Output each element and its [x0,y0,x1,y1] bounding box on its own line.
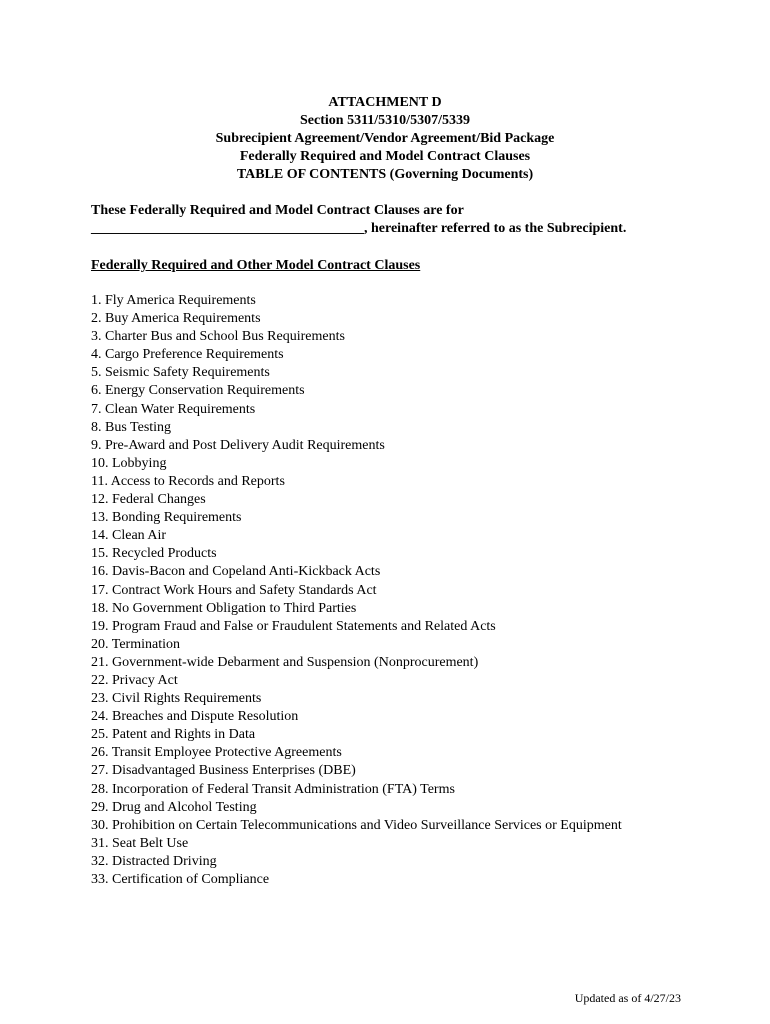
toc-item: 19. Program Fraud and False or Fraudulent Statements and Related Acts [91,618,496,634]
updated-date: Updated as of 4/27/23 [574,991,681,1005]
toc-item: 10. Lobbying [91,455,167,471]
toc-item: 31. Seat Belt Use [91,835,189,851]
toc-item: 9. Pre-Award and Post Delivery Audit Requirements [91,437,385,453]
toc-item: 1. Fly America Requirements [91,293,256,308]
toc-item: 25. Patent and Rights in Data [91,727,256,743]
toc-item: 23. Civil Rights Requirements [91,691,262,707]
toc-item: 7. Clean Water Requirements [91,401,256,417]
toc-item: 11. Access to Records and Reports [91,473,285,489]
toc-item: 27. Disadvantaged Business Enterprises (DBE) [91,763,356,779]
toc-item: 16. Davis-Bacon and Copeland Anti-Kickback Acts [91,564,381,580]
toc-item: 24. Breaches and Dispute Resolution [91,709,299,725]
agreement-type: Subrecipient Agreement/Vendor Agreement/Bid Package [215,131,555,146]
toc-item: 32. Distracted Driving [91,853,217,869]
section-numbers: Section 5311/5310/5307/5339 [300,113,470,128]
toc-item: 21. Government-wide Debarment and Suspension (Nonprocurement) [91,654,479,670]
clauses-title: Federally Required and Model Contract Clauses [239,149,531,164]
toc-title: TABLE OF CONTENTS (Governing Documents) [236,167,534,182]
section-heading: Federally Required and Other Model Contract Clauses [91,258,421,273]
toc-item: 4. Cargo Preference Requirements [91,347,284,363]
toc-item: 6. Energy Conservation Requirements [91,383,305,399]
toc-item: 12. Federal Changes [91,492,206,508]
toc-item: 5. Seismic Safety Requirements [91,365,270,381]
toc-item: 15. Recycled Products [91,546,217,562]
toc-item: 17. Contract Work Hours and Safety Standards Act [91,582,377,598]
toc-item: 20. Termination [91,636,180,652]
toc-item: 18. No Government Obligation to Third Parties [91,600,357,616]
intro-paragraph [91,202,626,238]
toc-item: 3. Charter Bus and School Bus Requirements [91,329,345,345]
intro-line-1: These Federally Required and Model Contract Clauses are for [91,203,464,218]
toc-item: 14. Clean Air [91,528,167,544]
toc-list [91,292,622,889]
toc-item: 2. Buy America Requirements [91,311,261,327]
toc-item: 13. Bonding Requirements [91,510,242,526]
toc-item: 26. Transit Employee Protective Agreements [91,745,342,761]
toc-item: 28. Incorporation of Federal Transit Administration (FTA) Terms [91,781,455,797]
document-header [0,94,770,184]
toc-item: 30. Prohibition on Certain Telecommunications and Video Surveillance Services or Equipment [91,817,622,833]
toc-item: 29. Drug and Alcohol Testing [91,799,257,815]
toc-item: 8. Bus Testing [91,419,172,435]
attachment-title: ATTACHMENT D [328,95,442,110]
toc-item: 22. Privacy Act [91,672,178,688]
intro-line-2: _______________________________________, hereinafter referred to as the Subrecipient. [91,221,627,236]
toc-item: 33. Certification of Compliance [91,872,270,887]
